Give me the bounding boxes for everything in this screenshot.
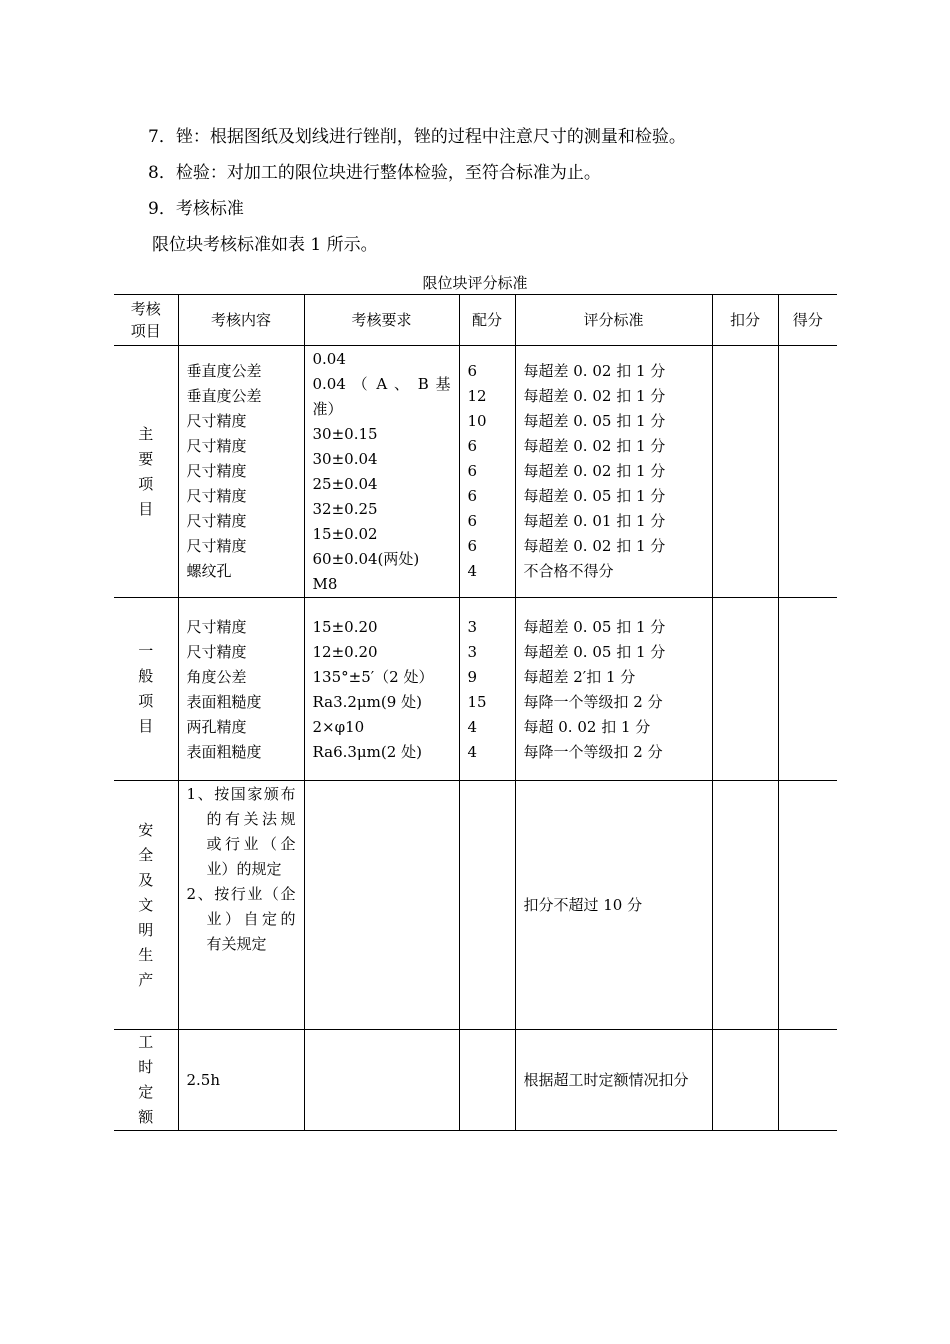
paragraph-step-7: 7．锉：根据图纸及划线进行锉削，锉的过程中注意尺寸的测量和检验。 [148,127,686,147]
main-content-text: 垂直度公差 垂直度公差 尺寸精度 尺寸精度 尺寸精度 尺寸精度 尺寸精度 尺寸精度 螺纹孔 [186,362,262,580]
paragraph-step-9: 9．考核标准 [148,199,244,219]
header-item-label: 考核 项目 [130,300,161,340]
worktime-score-cell [778,1030,837,1131]
table-row-safety [114,781,837,1030]
worktime-points-cell [459,1030,515,1131]
general-item-label: 一 般 项 目 [114,598,178,781]
main-requirement-cell [304,346,459,598]
general-requirement-text: 15±0.20 12±0.20 135°±5′（2 处） Ra3.2μm(9 处) 2×φ10 Ra6.3μm(2 处) [312,618,434,761]
scoring-table [114,294,837,1131]
worktime-content-cell [178,1030,304,1131]
paragraph-step-8: 8．检验：对加工的限位块进行整体检验，至符合标准为止。 [148,163,601,183]
header-item [114,295,178,346]
header-score: 得分 [778,295,837,346]
main-score-cell [778,346,837,598]
header-content: 考核内容 [178,295,304,346]
main-points-text: 6 12 10 6 6 6 6 6 4 [467,362,487,580]
main-criteria-cell [515,346,712,598]
worktime-criteria-cell [515,1030,712,1131]
safety-score-cell [778,781,837,1030]
safety-content-item-2: 2、按行业（企业）自定的有关规定 [186,885,296,953]
general-score-cell [778,598,837,781]
general-content-text: 尺寸精度 尺寸精度 角度公差 表面粗糙度 两孔精度 表面粗糙度 [186,618,262,761]
safety-requirement-cell [304,781,459,1030]
general-requirement-cell [304,598,459,781]
safety-item-label: 安 全 及 文 明 生 产 [114,781,178,1030]
main-points-cell [459,346,515,598]
worktime-criteria-text: 根据超工时定额情况扣分 [523,1070,689,1089]
safety-points-cell [459,781,515,1030]
header-requirement: 考核要求 [304,295,459,346]
main-deduct-cell [712,346,778,598]
worktime-deduct-cell [712,1030,778,1131]
table-caption: 限位块评分标准 [422,274,528,292]
safety-content-item-1: 1、按国家颁布的有关法规或行业（企业）的规定 [186,785,296,878]
paragraph-table-ref: 限位块考核标准如表 1 所示。 [152,235,378,255]
worktime-content-text: 2.5h [186,1070,221,1089]
main-requirement-text: 0.04 0.04 （ A 、 B 基准） 30±0.15 30±0.04 25±0.04 32±0.25 15±0.02 60±0.04(两处) M8 [312,350,451,593]
worktime-requirement-cell [304,1030,459,1131]
main-content-cell [178,346,304,598]
general-content-cell [178,598,304,781]
general-points-text: 3 3 9 15 4 4 [467,618,487,761]
table-row-general [114,598,837,781]
safety-content-cell [178,781,304,1030]
safety-criteria-cell [515,781,712,1030]
table-row-worktime [114,1030,837,1131]
main-item-label: 主 要 项 目 [114,346,178,598]
safety-criteria-text: 扣分不超过 10 分 [523,895,643,914]
header-points: 配分 [459,295,515,346]
header-criteria: 评分标准 [515,295,712,346]
general-points-cell [459,598,515,781]
header-deduct: 扣分 [712,295,778,346]
table-header-row [114,295,837,346]
general-criteria-cell [515,598,712,781]
general-deduct-cell [712,598,778,781]
worktime-item-label: 工 时 定 额 [114,1030,178,1131]
safety-deduct-cell [712,781,778,1030]
main-criteria-text: 每超差 0. 02 扣 1 分 每超差 0. 02 扣 1 分 每超差 0. 05 扣 1 分 每超差 0. 02 扣 1 分 每超差 0. 02 扣 1 分 每超差 0. 05 扣 1 分 每超差 0. 01 扣 1 分 每超差 0. 02 扣 1 分 不合格不得分 [523,362,666,580]
table-row-main [114,346,837,598]
general-criteria-text: 每超差 0. 05 扣 1 分 每超差 0. 05 扣 1 分 每超差 2′扣 1 分 每降一个等级扣 2 分 每超 0. 02 扣 1 分 每降一个等级扣 2 分 [523,618,666,761]
